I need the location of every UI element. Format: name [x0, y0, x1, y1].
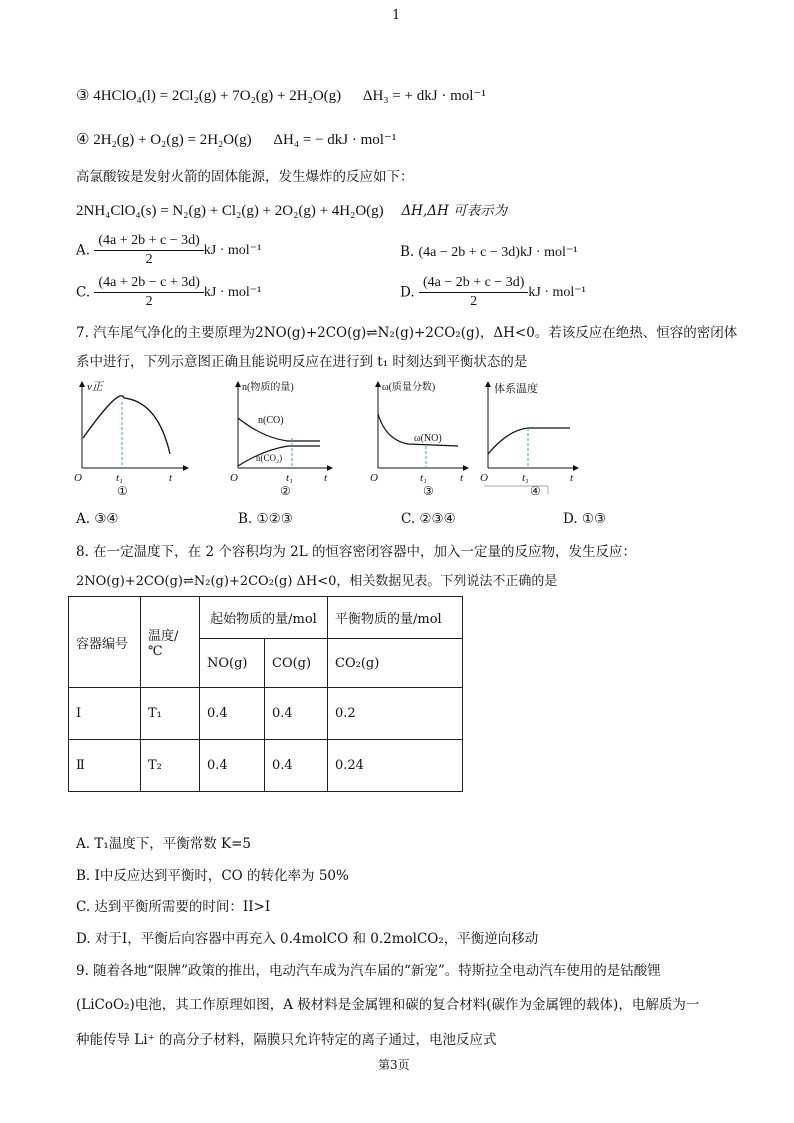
- figure-4-curve: [488, 428, 570, 454]
- figure-1-curve: [83, 396, 170, 454]
- q6-option-b[interactable]: B. (4a − 2b + c − 3d)kJ · mol⁻¹: [400, 244, 578, 260]
- figure-3: [368, 378, 473, 498]
- figure-1-caption: ①: [117, 484, 128, 498]
- q7-option-a[interactable]: A. ③④: [76, 511, 119, 527]
- q8-stem-line2: 2NO(g)+2CO(g)⇌N₂(g)+2CO₂(g) ΔH<0，相关数据见表。下列说法不正确的是: [76, 574, 558, 589]
- th-temperature: 温度/℃: [141, 597, 200, 688]
- cell-co2: 0.2: [328, 688, 463, 740]
- cell-co: 0.4: [265, 740, 328, 792]
- cell-no: 0.4: [200, 740, 265, 792]
- figure-4-origin: O: [480, 472, 488, 484]
- q8-option-c[interactable]: C. 达到平衡所需要的时间：II>I: [76, 899, 271, 915]
- table-row: [69, 688, 463, 740]
- q8-option-b[interactable]: B. Ⅰ中反应达到平衡时，CO 的转化率为 50%: [76, 868, 349, 884]
- figure-2-origin: O: [230, 472, 238, 484]
- figure-4-tick: t₁: [522, 472, 529, 484]
- figure-4-caption: ④: [530, 484, 541, 498]
- figure-4: [478, 378, 583, 498]
- q7-option-c[interactable]: C. ②③④: [401, 511, 456, 527]
- page-footer: 第3页: [378, 1058, 410, 1072]
- q8-data-table: [68, 596, 463, 792]
- figure-4-ylabel: 体系温度: [494, 383, 538, 395]
- cell-co2: 0.24: [328, 740, 463, 792]
- q7-stem-line2: 系中进行，下列示意图正确且能说明反应在进行到 t₁ 时刻达到平衡状态的是: [76, 354, 528, 370]
- figure-2-tick: t₁: [286, 472, 293, 484]
- q6-option-a[interactable]: A. $\frac{(4a + 2b + c - 3d)}{2}$ kJ · mol⁻¹: [76, 233, 262, 267]
- cell-co: 0.4: [265, 688, 328, 740]
- q6-option-d[interactable]: D. $\frac{(4a - 2b + c - 3d)}{2}$ kJ · mol⁻¹: [400, 275, 586, 309]
- figure-3-origin: O: [370, 472, 378, 484]
- figure-2-label-co2: n(CO₂): [256, 453, 283, 463]
- q6-option-c[interactable]: C. $\frac{(4a + 2b - c + 3d)}{2}$ kJ · mol⁻¹: [76, 275, 262, 309]
- cell-temp: T₂: [141, 740, 200, 792]
- q8-option-d[interactable]: D. 对于Ⅰ，平衡后向容器中再充入 0.4molCO 和 0.2molCO₂，平衡逆向移动: [76, 931, 539, 947]
- q7-option-b[interactable]: B. ①②③: [238, 511, 293, 527]
- th-no: NO(g): [200, 639, 265, 688]
- q6-option-a-fraction: $\frac{(4a + 2b + c - 3d)}{2}$: [94, 233, 203, 268]
- equation-3: ③ 4HClO₄(l) = 2Cl₂(g) + 7O₂(g) + 2H₂O(g) ΔH₃ = + dkJ · mol⁻¹: [76, 88, 486, 104]
- figure-3-caption: ③: [423, 484, 434, 498]
- figure-3-xlabel: t: [460, 472, 464, 484]
- table-row: [69, 740, 463, 792]
- figure-2-label-co: n(CO): [258, 415, 284, 426]
- th-co2: CO₂(g): [328, 639, 463, 688]
- q8-option-a[interactable]: A. T₁温度下，平衡常数 K=5: [76, 836, 252, 852]
- main-reaction: 2NH₄ClO₄(s) = N₂(g) + Cl₂(g) + 2O₂(g) + 4H₂O(g) ΔH,ΔH 可表示为: [76, 203, 508, 219]
- figure-3-tick: t₁: [420, 472, 427, 484]
- cell-id: Ⅱ: [69, 740, 141, 792]
- cell-no: 0.4: [200, 688, 265, 740]
- q6-option-d-fraction: $\frac{(4a - 2b + c - 3d)}{2}$: [419, 275, 528, 310]
- figure-2-xlabel: t: [324, 472, 328, 484]
- q8-stem-line1: 8. 在一定温度下，在 2 个容积均为 2L 的恒容密闭容器中，加入一定量的反应物，发生反应：: [76, 544, 636, 560]
- q6-option-c-fraction: $\frac{(4a + 2b - c + 3d)}{2}$: [94, 275, 203, 310]
- equation-4: ④ 2H₂(g) + O₂(g) = 2H₂O(g) ΔH₄ = − dkJ · mol⁻¹: [76, 132, 397, 148]
- cell-temp: T₁: [141, 688, 200, 740]
- q7-option-d[interactable]: D. ①③: [563, 511, 607, 527]
- figure-2-ylabel: n(物质的量): [242, 382, 294, 393]
- th-container: 容器编号: [69, 597, 141, 688]
- figure-4-xlabel: t: [570, 472, 574, 484]
- q9-stem-line2: (LiCoO₂)电池，其工作原理如图，A 极材料是金属锂和碳的复合材料(碳作为金属锂的载体)，电解质为一: [76, 997, 700, 1013]
- figure-3-label-no: ω(NO): [414, 433, 442, 444]
- figure-1: [70, 378, 195, 498]
- q9-stem-line1: 9. 随着各地“限牌”政策的推出，电动汽车成为汽车届的“新宠”。特斯拉全电动汽车使用的是钴酸锂: [76, 963, 661, 979]
- figure-1-xlabel: t: [169, 472, 173, 484]
- q7-stem-line1: 7. 汽车尾气净化的主要原理为2NO(g)+2CO(g)⇌N₂(g)+2CO₂(g)，ΔH<0。若该反应在绝热、恒容的密闭体: [76, 325, 738, 341]
- figure-3-ylabel: ω(质量分数): [382, 382, 436, 393]
- th-start-amount: 起始物质的量/mol: [200, 597, 328, 639]
- th-co: CO(g): [265, 639, 328, 688]
- figure-2: [228, 378, 338, 498]
- cell-id: Ⅰ: [69, 688, 141, 740]
- figure-1-origin: O: [74, 472, 82, 484]
- figure-2-caption: ②: [280, 484, 291, 498]
- page-number: 1: [392, 8, 401, 23]
- intro-text: 高氯酸铵是发射火箭的固体能源，发生爆炸的反应如下：: [76, 169, 414, 185]
- figure-1-ylabel: v正: [87, 381, 103, 393]
- q9-stem-line3: 种能传导 Li⁺ 的高分子材料，隔膜只允许特定的离子通过，电池反应式: [76, 1032, 497, 1048]
- th-equilibrium-amount: 平衡物质的量/mol: [328, 597, 463, 639]
- figure-1-tick: t₁: [116, 472, 123, 484]
